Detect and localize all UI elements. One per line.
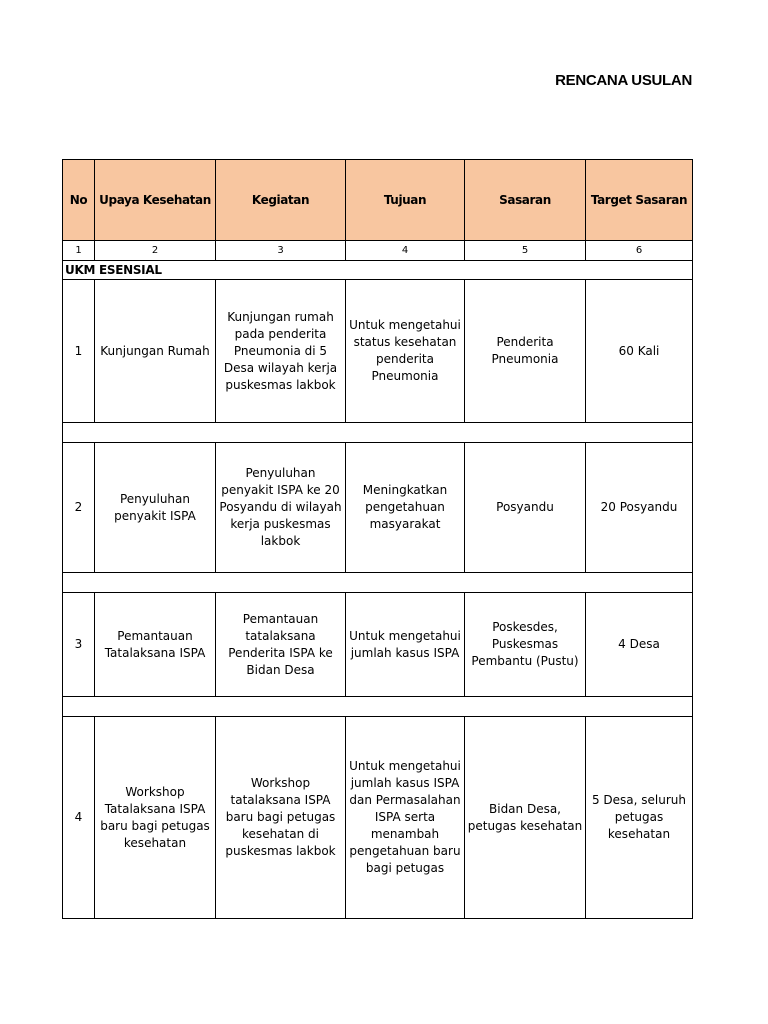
row-kegiatan: Kunjungan rumah pada penderita Pneumonia di 5 Desa wilayah kerja puskesmas lakbok: [216, 280, 346, 423]
table-row: [63, 717, 693, 919]
row-target: 20 Posyandu: [586, 443, 693, 573]
column-number: 4: [346, 241, 465, 261]
header-kegiatan: Kegiatan: [216, 160, 346, 241]
row-target: 4 Desa: [586, 593, 693, 697]
header-no: No: [63, 160, 95, 241]
header-row: [63, 160, 693, 241]
row-sasaran: Poskesdes, Puskesmas Pembantu (Pustu): [465, 593, 586, 697]
spacer-cell: [63, 573, 693, 593]
row-upaya: Kunjungan Rumah: [95, 280, 216, 423]
row-target: 5 Desa, seluruh petugas kesehatan: [586, 717, 693, 919]
row-tujuan: Untuk mengetahui jumlah kasus ISPA dan Permasalahan ISPA serta menambah pengetahuan baru bagi petugas: [346, 717, 465, 919]
spacer-cell: [63, 423, 693, 443]
section-label: UKM ESENSIAL: [63, 261, 693, 280]
header-target-sasaran: Target Sasaran: [586, 160, 693, 241]
row-tujuan: Meningkatkan pengetahuan masyarakat: [346, 443, 465, 573]
header-sasaran: Sasaran: [465, 160, 586, 241]
row-upaya: Workshop Tatalaksana ISPA baru bagi petugas kesehatan: [95, 717, 216, 919]
spacer-cell: [63, 697, 693, 717]
page-title: RENCANA USULAN: [555, 72, 692, 89]
row-tujuan: Untuk mengetahui status kesehatan penderita Pneumonia: [346, 280, 465, 423]
row-no: 1: [63, 280, 95, 423]
table-row: [63, 593, 693, 697]
column-number: 6: [586, 241, 693, 261]
row-no: 2: [63, 443, 95, 573]
section-row: [63, 261, 693, 280]
table-row: [63, 280, 693, 423]
row-target: 60 Kali: [586, 280, 693, 423]
spacer-row: [63, 573, 693, 593]
header-tujuan: Tujuan: [346, 160, 465, 241]
table-row: [63, 443, 693, 573]
column-number: 5: [465, 241, 586, 261]
row-sasaran: Posyandu: [465, 443, 586, 573]
rencana-usulan-table: [62, 159, 693, 919]
row-tujuan: Untuk mengetahui jumlah kasus ISPA: [346, 593, 465, 697]
row-no: 4: [63, 717, 95, 919]
column-number: 2: [95, 241, 216, 261]
header-upaya-kesehatan: Upaya Kesehatan: [95, 160, 216, 241]
row-sasaran: Bidan Desa, petugas kesehatan: [465, 717, 586, 919]
spacer-row: [63, 423, 693, 443]
column-number-row: [63, 241, 693, 261]
row-upaya: Pemantauan Tatalaksana ISPA: [95, 593, 216, 697]
row-sasaran: Penderita Pneumonia: [465, 280, 586, 423]
row-kegiatan: Penyuluhan penyakit ISPA ke 20 Posyandu di wilayah kerja puskesmas lakbok: [216, 443, 346, 573]
column-number: 1: [63, 241, 95, 261]
spacer-row: [63, 697, 693, 717]
row-kegiatan: Pemantauan tatalaksana Penderita ISPA ke Bidan Desa: [216, 593, 346, 697]
row-kegiatan: Workshop tatalaksana ISPA baru bagi petugas kesehatan di puskesmas lakbok: [216, 717, 346, 919]
row-upaya: Penyuluhan penyakit ISPA: [95, 443, 216, 573]
column-number: 3: [216, 241, 346, 261]
row-no: 3: [63, 593, 95, 697]
